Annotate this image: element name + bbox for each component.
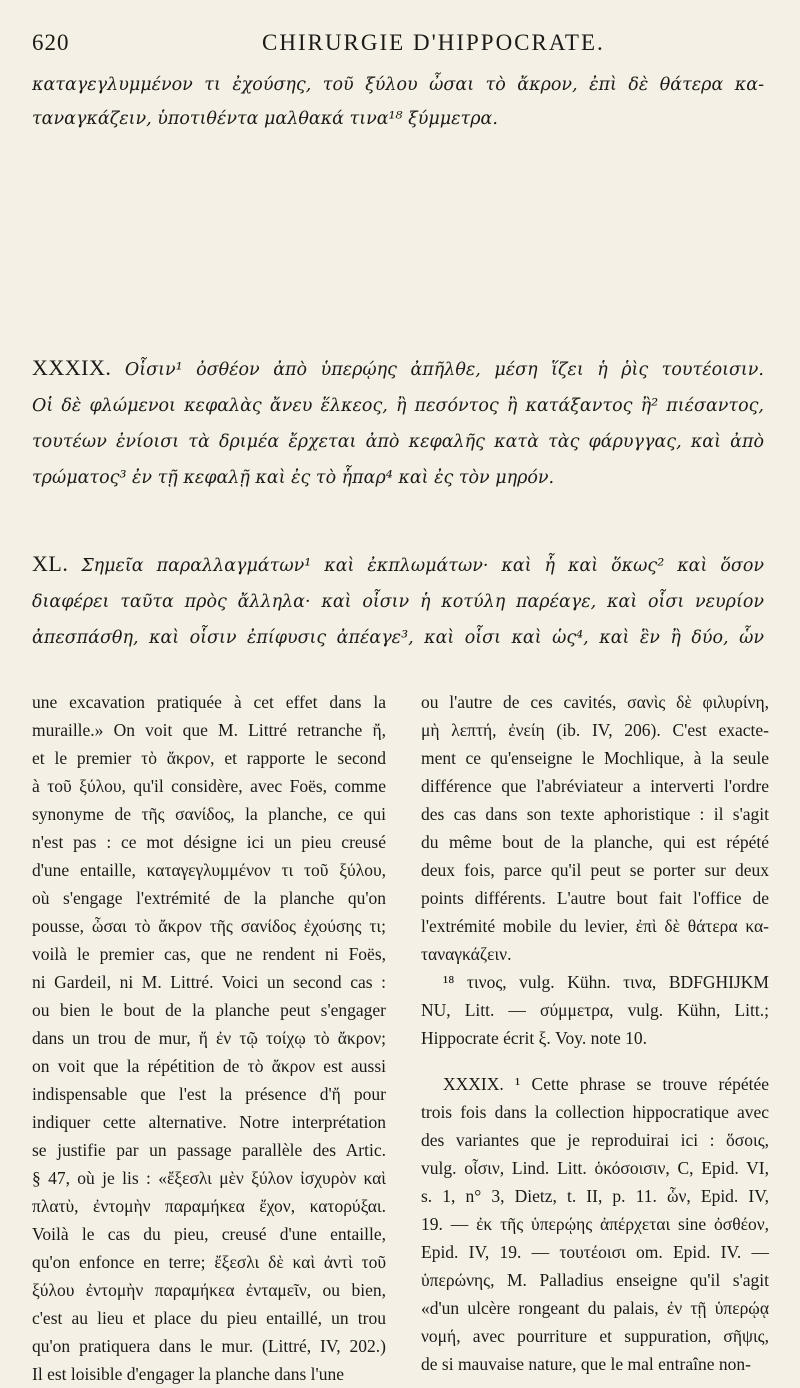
greek-line: τρώματος³ ἐν τῇ κεφαλῇ καὶ ἐς τὸ ἧπαρ⁴ καὶ ἐς τὸν μηρόν. <box>32 468 555 488</box>
page-header <box>32 30 768 64</box>
commentary-line: synonyme de τῆς σανίδος, la planche, ce qui <box>32 804 386 824</box>
section-xl <box>32 546 764 656</box>
footnote-line: ¹⁸ τινος, vulg. Kühn. τινα, BDFGHIJKM <box>443 972 769 992</box>
commentary-line: ou bien le bout de la planche peut s'engager <box>32 1000 386 1020</box>
footnote-line: Epid. IV, 19. — τουτέοισι om. Epid. IV. — <box>421 1242 769 1262</box>
greek-line: Οἷσιν¹ ὀσθέον ἀπὸ ὑπερῴης ἀπῆλθε, μέση ἵζει ἡ ῥὶς τουτέοισιν. <box>124 360 764 380</box>
commentary-line: voilà le premier cas, que ne rendent ni Foës, <box>32 944 386 964</box>
commentary-line: on voit que la répétition de τὸ ἄκρον est aussi <box>32 1056 386 1076</box>
commentary-left-column <box>32 688 386 1388</box>
commentary-line: ni Gardeil, ni M. Littré. Voici un second cas : <box>32 972 386 992</box>
section-number: XL. <box>32 551 69 576</box>
greek-line: καταγεγλυμμένον τι ἐχούσης, τοῦ ξύλου ὦσαι τὸ ἄκρον, ἐπὶ δὲ θάτερα κα- <box>32 75 764 95</box>
commentary-line: du même bout de la planche, qui est répété <box>421 832 769 852</box>
footnote-line: vulg. οἷσιν, Lind. Litt. ὁκόσοισιν, C, Epid. VI, <box>421 1158 769 1178</box>
commentary-line: pousse, ὦσαι τὸ ἄκρον τῆς σανίδος ἐχούσης τι; <box>32 916 386 936</box>
greek-text-continuation <box>32 69 764 136</box>
commentary-line: d'une entaille, καταγεγλυμμένον τι τοῦ ξύλου, <box>32 860 386 880</box>
commentary-line: ment ce qu'enseigne le Mochlique, à la seule <box>421 748 769 768</box>
section-xxxix <box>32 350 764 496</box>
footnote-line: s. 1, n° 3, Dietz, t. II, p. 11. ὧν, Epid. IV, <box>421 1186 769 1206</box>
commentary-line: Voilà le cas du pieu, creusé d'une entaille, <box>32 1224 386 1244</box>
greek-line: διαφέρει ταῦτα πρὸς ἄλληλα· καὶ οἷσιν ἡ κοτύλη παρέαγε, καὶ οἷσι νευρίον <box>32 592 764 612</box>
commentary-right-column <box>421 688 769 1378</box>
commentary-line: et le premier τὸ ἄκρον, et rapporte le second <box>32 748 386 768</box>
commentary-line: indiquer cette alternative. Notre interprétation <box>32 1112 386 1132</box>
commentary-line: des cas dans son texte aphoristique : il s'agit <box>421 804 769 824</box>
commentary-line: une excavation pratiquée à cet effet dans la <box>32 692 386 712</box>
commentary-line: § 47, où je lis : «ἔξεσλι μὲν ξύλον ἰσχυρὸν καὶ <box>32 1168 386 1188</box>
commentary-line: où s'engage l'extrémité de la planche qu'on <box>32 888 386 908</box>
commentary-line: deux fois, parce qu'il peut se porter sur deux <box>421 860 769 880</box>
commentary-line: ταναγκάζειν. <box>421 944 512 964</box>
commentary-line: ou l'autre de ces cavités, σανὶς δὲ φιλυρίνη, <box>421 692 769 712</box>
commentary-line: points différents. L'autre bout fait l'office de <box>421 888 769 908</box>
commentary-line: n'est pas : ce mot désigne ici un pieu creusé <box>32 832 386 852</box>
commentary-line: μὴ λεπτή, ἐνείη (ib. IV, 206). C'est exacte- <box>421 720 769 740</box>
page-number: 620 <box>32 30 70 55</box>
commentary-line: ξύλου ἐντομὴν παραμήκεα ἐνταμεῖν, ou bien, <box>32 1280 386 1300</box>
footnote-line: «d'un ulcère rongeant du palais, ἐν τῇ ὑπερῴᾳ <box>421 1298 769 1318</box>
footnote-line: de si mauvaise nature, que le mal entraîne non- <box>421 1354 751 1374</box>
running-head: CHIRURGIE D'HIPPOCRATE. <box>262 30 605 55</box>
greek-line: Σημεῖα παραλλαγμάτων¹ καὶ ἐκπλωμάτων· καὶ ἧ καὶ ὅκως² καὶ ὅσον <box>81 556 764 576</box>
footnote-line: NU, Litt. — σύμμετρα, vulg. Kühn, Litt.; <box>421 1000 769 1020</box>
commentary-line: Il est loisible d'engager la planche dans l'une <box>32 1364 344 1384</box>
commentary-line: muraille.» On voit que M. Littré retranche ἤ, <box>32 720 386 740</box>
commentary-line: qu'on enfonce en terre; ἔξεσλι δὲ καὶ ἀντὶ τοῦ <box>32 1252 386 1272</box>
commentary-line: différence que l'abréviateur a interverti l'ordre <box>421 776 769 796</box>
section-number: XXXIX. <box>32 355 112 380</box>
greek-line: τουτέων ἐνίοισι τὰ δριμέα ἔρχεται ἀπὸ κεφαλῆς κατὰ τὰς φάρυγγας, καὶ ἀπὸ <box>32 432 764 452</box>
commentary-line: qu'on pratiquera dans le mur. (Littré, IV, 202.) <box>32 1336 386 1356</box>
footnote-line: ὑπερώνης, M. Palladius enseigne qu'il s'agit <box>421 1270 769 1290</box>
commentary-line: indispensable que l'est la présence d'ἤ pour <box>32 1084 386 1104</box>
commentary-line: à τοῦ ξύλου, qu'il considère, avec Foës, comme <box>32 776 386 796</box>
commentary-line: dans un trou de mur, ἤ ἐν τῷ τοίχῳ τὸ ἄκρον; <box>32 1028 386 1048</box>
footnote-line: des variantes que je reproduirai ici : ὅσοις, <box>421 1130 769 1150</box>
footnote-line: Hippocrate écrit ξ. Voy. note 10. <box>421 1028 648 1048</box>
greek-line: Οἱ δὲ φλώμενοι κεφαλὰς ἄνευ ἕλκεος, ἢ πεσόντος ἢ κατάξαντος ἢ² πιέσαντος, <box>32 396 764 416</box>
footnote-line: XXXIX. ¹ Cette phrase se trouve répétée <box>443 1074 769 1094</box>
footnote-line: 19. — ἐκ τῆς ὑπερῴης ἀπέρχεται sine ὀσθέον, <box>421 1214 769 1234</box>
commentary-line: πλατὺ, ἐντομὴν παραμήκεα ἔχον, κατορύξαι. <box>32 1196 386 1216</box>
greek-line: ἀπεσπάσθη, καὶ οἷσιν ἐπίφυσις ἀπέαγε³, καὶ οἷσι καὶ ὡς⁴, καὶ ἓν ἢ δύο, ὧν <box>32 628 764 648</box>
commentary-line: l'extrémité mobile du levier, ἐπὶ δὲ θάτερα κα- <box>421 916 769 936</box>
footnote-line: νομή, avec pourriture et suppuration, σῆψις, <box>421 1326 769 1346</box>
paragraph-gap <box>421 1052 769 1070</box>
greek-line: ταναγκάζειν, ὑποτιθέντα μαλθακά τινα¹⁸ ξύμμετρα. <box>32 108 498 129</box>
commentary-line: se justifie par un passage parallèle des Artic. <box>32 1140 386 1160</box>
commentary-line: c'est au lieu et place du pieu entaillé, un trou <box>32 1308 386 1328</box>
footnote-line: trois fois dans la collection hippocratique avec <box>421 1102 769 1122</box>
